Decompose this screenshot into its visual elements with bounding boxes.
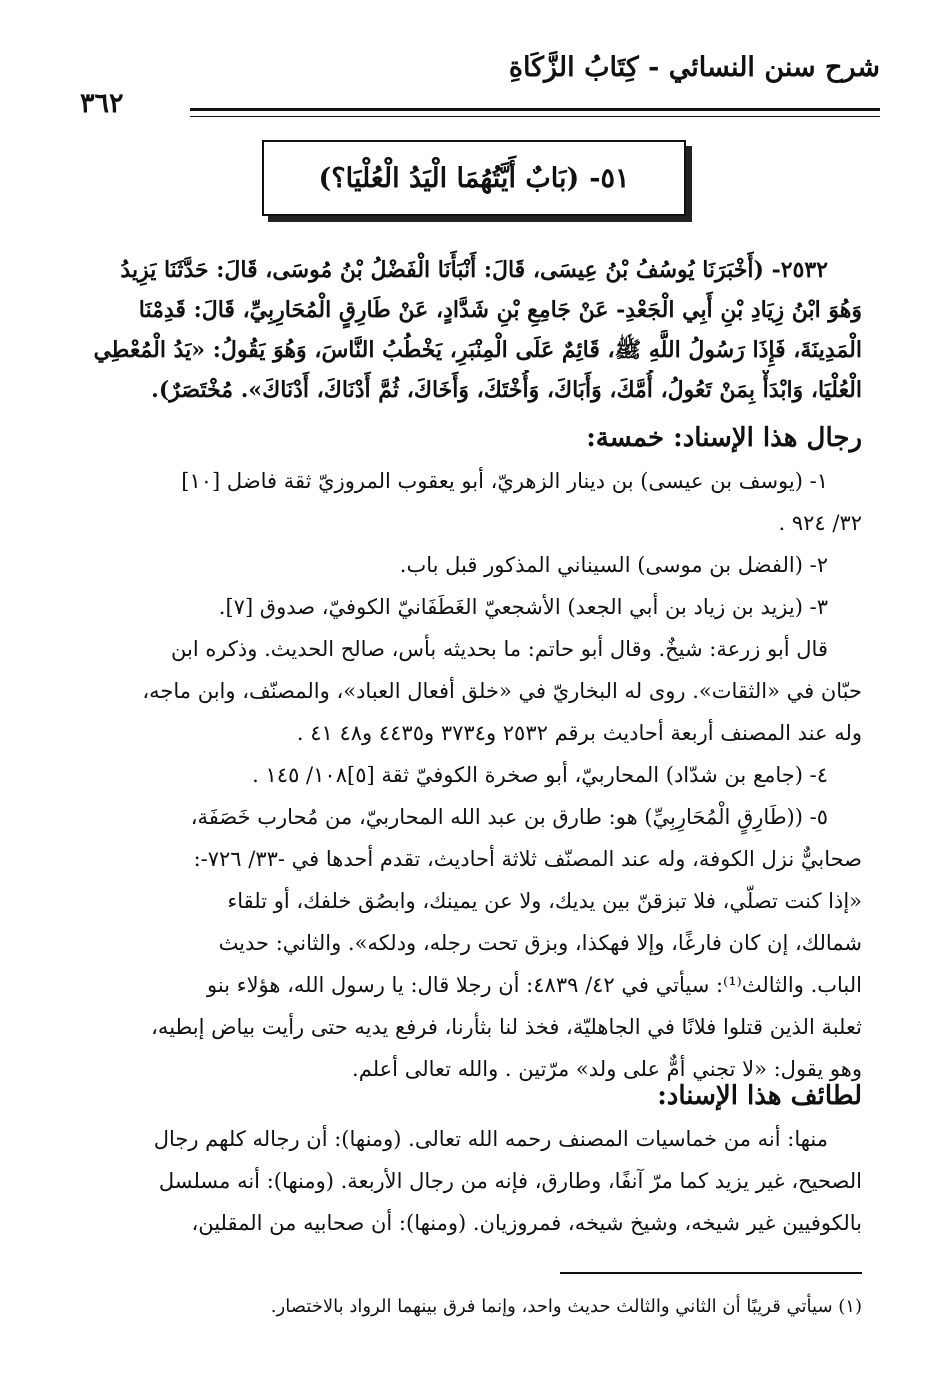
book-title: شرح سنن النسائي - كِتَابُ الزَّكَاةِ [508,52,880,83]
header-rule-thin [190,116,880,117]
narrator-line: وهو يقول: «لا تجني أمٌّ على ولد» مرّتين . والله تعالى أعلم. [352,1057,862,1081]
narrator-line: «إذا كنت تصلّي، فلا تبزقنّ بين يديك، ولا عن يمينك، وابصُق خلفك، أو تلقاء [227,889,862,913]
narrators-section [78,416,862,1090]
narrators-heading: رجال هذا الإسناد: خمسة: [586,423,862,453]
lataif-heading: لطائف هذا الإسناد: [657,1081,862,1111]
chapter-number: ٥١- [589,162,630,194]
lataif-section [78,1074,862,1244]
hadith-text [78,250,862,410]
hadith-line: الْمَدِينَةَ، فَإِذَا رَسُولُ اللَّهِ ﷺ، قَائِمٌ عَلَى الْمِنْبَرِ، يَخْطُبُ النَّاسَ، وَهُوَ يَقُولُ: «يَدُ الْمُعْطِي [93,337,862,363]
hadith-line: وَهُوَ ابْنُ زِيَادِ بْنِ أَبِي الْجَعْدِ- عَنْ جَامِعِ بْنِ شَدَّادٍ، عَنْ طَارِقٍ الْمُحَارِبِيِّ، قَالَ: قَدِمْنَا [138,297,862,323]
lataif-line: الصحيح، غير يزيد كما مرّ آنفًا، وطارق، فإنه من رجال الأربعة. (ومنها): أنه مسلسل [158,1169,862,1193]
narrator-line: ١- (يوسف بن عيسى) بن دينار الزهريّ، أبو يعقوب المروزيّ ثقة فاضل [١٠] [181,469,828,493]
footnote-rule [560,1272,862,1274]
running-header [80,40,880,119]
page-number: ٣٦٢ [80,88,124,119]
chapter-title-box [262,140,686,216]
narrator-line: ٥- ((طَارِقٍ الْمُحَارِبِيِّ) هو: طارق بن عبد الله المحاربيّ، من مُحارب خَصَفَة، [190,805,828,829]
narrator-line: ثعلبة الذين قتلوا فلانًا في الجاهليّة، فخذ لنا بثأرنا، فرفع يديه حتى رأيت بياض إبطيه، [151,1015,862,1039]
narrator-line: ٣٢/ ٩٢٤ . [778,511,862,535]
narrator-line: حبّان في «الثقات». روى له البخاريّ في «خلق أفعال العباد»، والمصنّف، وابن ماجه، [142,679,862,703]
chapter-title: (بَابٌ أَيَّتُهُمَا الْيَدُ الْعُلْيَا؟) [318,162,580,194]
lataif-line: منها: أنه من خماسيات المصنف رحمه الله تعالى. (ومنها): أن رجاله كلهم رجال [153,1127,828,1151]
narrator-line: وله عند المصنف أربعة أحاديث برقم ٢٥٣٢ و٣٧٣٤ و٤٤٣٥ و٤٨ ٤١ . [296,721,862,745]
hadith-line: الْعُلْيَا، وَابْدَأْ بِمَنْ تَعُولُ، أُمَّكَ، وَأَبَاكَ، وَأُخْتَكَ، وَأَخَاكَ، ثُمَّ أَدْنَاكَ، أَدْنَاكَ». مُخْتَصَرٌ). [151,377,862,403]
narrator-line: ٤- (جامع بن شدّاد) المحاربيّ، أبو صخرة الكوفيّ ثقة [٥]١٠٨/ ١٤٥ . [252,763,828,787]
header-rule-thick [190,108,880,111]
hadith-line: ٢٥٣٢- (أَخْبَرَنَا يُوسُفُ بْنُ عِيسَى، قَالَ: أَنْبَأَنَا الْفَضْلُ بْنُ مُوسَى، قَالَ: حَدَّثَنَا يَزِيدُ [120,257,828,283]
narrator-line: قال أبو زرعة: شيخٌ. وقال أبو حاتم: ما بحديثه بأس، صالح الحديث. وذكره ابن [171,637,828,661]
narrator-line: صحابيٌّ نزل الكوفة، وله عند المصنّف ثلاثة أحاديث، تقدم أحدها في -٣٣/ ٧٢٦-: [193,847,862,871]
narrator-line: شمالك، إن كان فارغًا، وإلا فهكذا، وبزق تحت رجله، ودلكه». والثاني: حديث [218,931,862,955]
footnote: (١) سيأتي قريبًا أن الثاني والثالث حديث واحد، وإنما فرق بينهما الرواد بالاختصار. [270,1296,862,1317]
narrator-line: الباب. والثالث⁽¹⁾: سيأتي في ٤٢/ ٤٨٣٩: أن رجلا قال: يا رسول الله، هؤلاء بنو [206,973,862,997]
narrator-line: ٣- (يزيد بن زياد بن أبي الجعد) الأشجعيّ الغَطَفَانيّ الكوفيّ، صدوق [٧]. [218,595,828,619]
narrator-line: ٢- (الفضل بن موسى) السيناني المذكور قبل باب. [399,553,828,577]
lataif-line: بالكوفيين غير شيخه، وشيخ شيخه، فمروزيان. (ومنها): أن صحابيه من المقلين، [191,1211,862,1235]
